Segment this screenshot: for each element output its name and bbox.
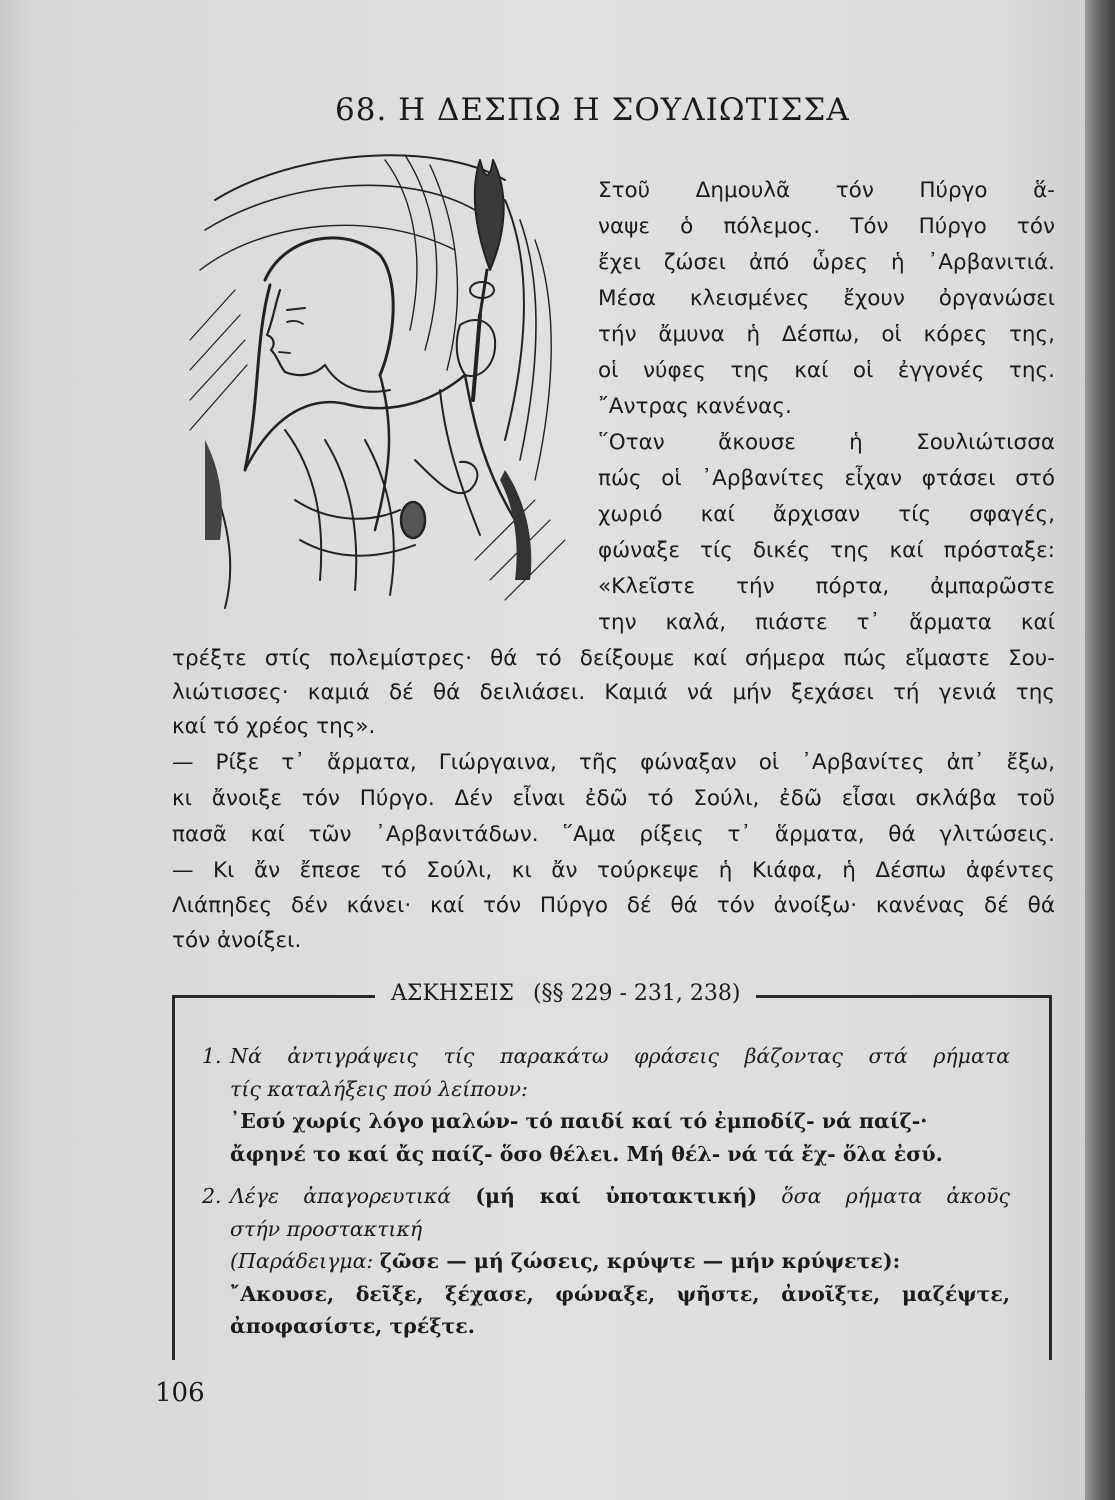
exercise-example: ζῶσε — μή ζώσεις, κρύψτε — μήν κρύψετε): xyxy=(379,1249,901,1273)
text-line: την καλά, πιάστε τ᾿ ἅρματα καί xyxy=(598,610,1055,635)
despo-with-torch-icon xyxy=(175,140,595,610)
exercise-1 xyxy=(202,1040,1010,1170)
exercise-content: ἀποφασίστε, τρέξτε. xyxy=(230,1314,475,1338)
book-spine xyxy=(1085,0,1115,1500)
exercise-example-line xyxy=(230,1245,1010,1278)
chapter-title: 68. Η ΔΕΣΠΩ Η ΣΟΥΛΙΩΤΙΣΣΑ xyxy=(335,92,850,128)
exercise-content: ᾿Εσύ χωρίς λόγο μαλών- τό παιδί καί τό ἐμποδίζ- νά παίζ-· xyxy=(230,1109,928,1133)
exercise-content: ἄφηνέ το καί ἄς παίζ- ὅσο θέλει. Μή θέλ- νά τά ἔχ- ὅλα ἐσύ. xyxy=(230,1141,943,1166)
text-line: Στοῦ Δημουλᾶ τόν Πύργο ἅ- xyxy=(598,178,1055,203)
exercise-instruction-line xyxy=(230,1180,1010,1213)
exercise-example-label: (Παράδειγμα: xyxy=(230,1249,374,1273)
exercises-refs: (§§ 229 - 231, 238) xyxy=(532,981,741,1006)
exercise-number: 1. xyxy=(202,1044,222,1068)
text-line: «Κλεῖστε τήν πόρτα, ἀμπαρῶστε xyxy=(598,574,1055,599)
exercise-instruction: τίς καταλήξεις πού λείπουν: xyxy=(230,1076,528,1101)
exercise-instruction: Λέγε ἀπαγορευτικά xyxy=(230,1184,452,1208)
text-line: φώναξε τίς δικές της καί πρόσταξε: xyxy=(598,538,1055,563)
text-line: τρέξτε στίς πολεμίστρες· θά τό δείξουμε καί σήμερα πώς εἴμαστε Σου- xyxy=(172,646,1055,671)
text-line: κι ἄνοιξε τόν Πύργο. Δέν εἶναι ἐδῶ τό Σούλι, ἐδῶ εἶσαι σκλάβα τοῦ xyxy=(172,786,1055,811)
exercise-instruction: στήν προστακτική xyxy=(230,1216,423,1241)
exercise-content: ῎Ακουσε, δεῖξε, ξέχασε, φώναξε, ψῆστε, ἀνοῖξτε, μαζέψτε, xyxy=(230,1281,1010,1306)
text-line: ῞Οταν ἄκουσε ἡ Σουλιώτισσα xyxy=(598,430,1055,455)
exercises-heading xyxy=(375,981,756,1006)
text-line: — Κι ἄν ἔπεσε τό Σούλι, κι ἄν τούρκεψε ἡ Κιάφα, ἡ Δέσπω ἀφέντες xyxy=(172,858,1055,883)
exercises-title: ΑΣΚΗΣΕΙΣ xyxy=(391,981,514,1006)
text-line: — Ρίξε τ᾿ ἅρματα, Γιώργαινα, τῆς φώναξαν οἱ ᾿Αρβανίτες ἀπ᾿ ἔξω, xyxy=(172,750,1055,775)
exercise-instruction: ὅσα ρήματα ἀκοῦς xyxy=(781,1184,1010,1208)
text-line: ῎Αντρας κανένας. xyxy=(598,394,792,419)
text-line: ναψε ὁ πόλεμος. Τόν Πύργο τόν xyxy=(598,214,1055,239)
page-number: 106 xyxy=(155,1378,205,1408)
exercise-2 xyxy=(202,1180,1010,1343)
text-line: πασᾶ καί τῶν ᾿Αρβανιτάδων. ῞Αμα ρίξεις τ᾿ ἅρματα, θά γλιτώσεις. xyxy=(172,822,1055,847)
text-line: τήν ἄμυνα ἡ Δέσπω, οἱ κόρες της, xyxy=(598,322,1055,347)
text-line: χωριό καί ἄρχισαν τίς σφαγές, xyxy=(598,502,1055,527)
despo-illustration xyxy=(175,140,595,610)
text-line: λιώτισσες· καμιά δέ θά δειλιάσει. Καμιά νά μήν ξεχάσει τή γενιά της xyxy=(172,680,1055,705)
exercise-number: 2. xyxy=(202,1184,222,1208)
text-line: Λιάπηδες δέν κάνει· καί τόν Πύργο δέ θά τόν ἀνοίξω· κανένας δέ θά xyxy=(172,893,1055,918)
text-line: ἔχει ζώσει ἀπό ὧρες ἡ ᾿Αρβανιτιά. xyxy=(598,250,1055,275)
exercise-instruction-bold: (μή καί ὑποτακτική) xyxy=(475,1184,758,1208)
text-line: καί τό χρέος της». xyxy=(172,714,376,739)
text-line: οἱ νύφες της καί οἱ ἐγγονές της. xyxy=(598,358,1055,383)
exercise-instruction: Νά ἀντιγράψεις τίς παρακάτω φράσεις βάζοντας στά ρήματα xyxy=(230,1044,1010,1068)
text-line: πώς οἱ ᾿Αρβανίτες εἶχαν φτάσει στό xyxy=(598,466,1055,491)
text-line: Μέσα κλεισμένες ἔχουν ὀργανώσει xyxy=(598,286,1055,311)
text-line: τόν ἀνοίξει. xyxy=(172,928,302,953)
